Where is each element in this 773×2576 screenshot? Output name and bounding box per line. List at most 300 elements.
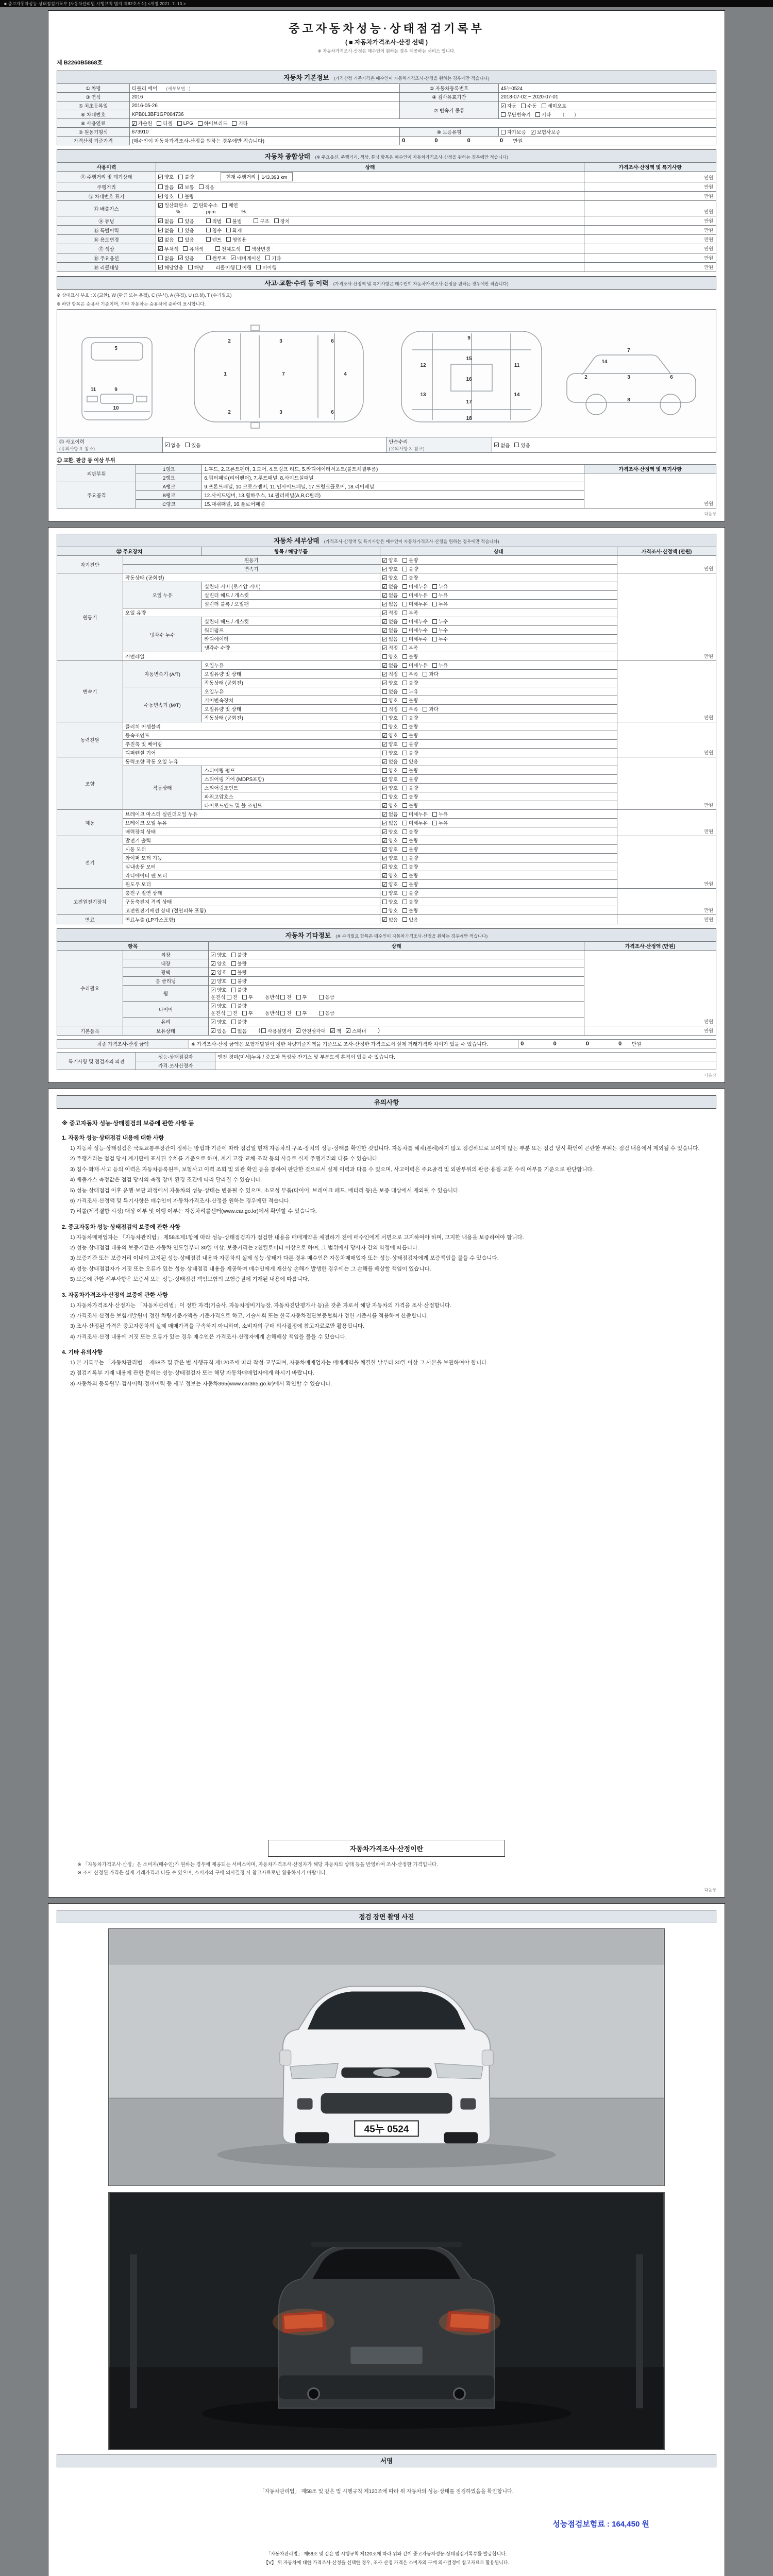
checkbox-누유[interactable]	[432, 591, 448, 599]
checkbox-일산화탄소[interactable]	[158, 201, 188, 209]
unchecked-checkbox-icon[interactable]	[402, 865, 407, 869]
checked-checkbox-icon[interactable]: ✓	[158, 218, 162, 224]
checkbox-있음[interactable]	[402, 916, 418, 923]
unchecked-checkbox-icon[interactable]	[432, 619, 437, 624]
unchecked-checkbox-icon[interactable]	[227, 995, 231, 999]
checkbox-기타[interactable]	[232, 120, 247, 127]
unchecked-checkbox-icon[interactable]	[178, 218, 183, 223]
checkbox-불량[interactable]	[402, 653, 418, 660]
checkbox-미세누유[interactable]	[402, 591, 428, 599]
checkbox-불량[interactable]	[402, 828, 418, 835]
checked-checkbox-icon[interactable]: ✓	[382, 636, 386, 642]
unchecked-checkbox-icon[interactable]	[158, 184, 163, 189]
unchecked-checkbox-icon[interactable]	[402, 558, 407, 563]
checkbox-있음[interactable]	[402, 758, 418, 765]
checked-checkbox-icon[interactable]: ✓	[382, 741, 386, 747]
checkbox-썬루프[interactable]	[206, 255, 227, 262]
checkbox-있음[interactable]	[178, 255, 194, 262]
checkbox-누유[interactable]	[432, 819, 448, 826]
checkbox-불량[interactable]	[402, 723, 418, 730]
checkbox-수동[interactable]	[521, 102, 536, 109]
unchecked-checkbox-icon[interactable]	[280, 995, 285, 999]
checked-checkbox-icon[interactable]: ✓	[382, 557, 386, 563]
checkbox-없음[interactable]	[382, 758, 398, 765]
unchecked-checkbox-icon[interactable]	[296, 995, 301, 999]
checked-checkbox-icon[interactable]: ✓	[158, 228, 162, 233]
unchecked-checkbox-icon[interactable]	[232, 121, 237, 126]
unchecked-checkbox-icon[interactable]	[231, 1020, 236, 1024]
checkbox-해당[interactable]	[188, 264, 204, 271]
checked-checkbox-icon[interactable]: ✓	[158, 174, 162, 180]
checkbox-불량[interactable]	[402, 732, 418, 739]
unchecked-checkbox-icon[interactable]	[231, 988, 236, 992]
unchecked-checkbox-icon[interactable]	[206, 237, 211, 242]
checkbox-색상변경[interactable]	[245, 245, 271, 252]
checked-checkbox-icon[interactable]: ✓	[382, 584, 386, 589]
unchecked-checkbox-icon[interactable]	[157, 121, 161, 126]
checkbox-사용설명서[interactable]	[258, 1027, 292, 1035]
checkbox-불량[interactable]	[402, 854, 418, 861]
checkbox-양호[interactable]	[211, 969, 226, 976]
checkbox-양호[interactable]	[382, 767, 398, 774]
checked-checkbox-icon[interactable]: ✓	[231, 256, 236, 261]
checked-checkbox-icon[interactable]: ✓	[382, 838, 386, 843]
checked-checkbox-icon[interactable]: ✓	[382, 811, 386, 817]
checkbox-화재[interactable]	[226, 227, 242, 234]
checkbox-없음[interactable]	[231, 1027, 247, 1035]
checkbox-불량[interactable]	[178, 193, 194, 200]
unchecked-checkbox-icon[interactable]	[231, 970, 236, 975]
checkbox-양호[interactable]	[382, 775, 398, 783]
checkbox-디젤[interactable]	[157, 120, 172, 127]
checkbox-불량[interactable]	[231, 951, 247, 958]
checkbox-미세누수[interactable]	[402, 635, 428, 642]
checkbox-양호[interactable]	[382, 653, 398, 660]
checked-checkbox-icon[interactable]: ✓	[382, 601, 386, 607]
checkbox-양호[interactable]	[211, 986, 226, 993]
checked-checkbox-icon[interactable]: ✓	[158, 265, 162, 270]
checkbox-전[interactable]	[280, 1009, 291, 1016]
checked-checkbox-icon[interactable]: ✓	[382, 671, 386, 677]
unchecked-checkbox-icon[interactable]	[402, 803, 407, 808]
checkbox-적정[interactable]	[382, 644, 398, 651]
checkbox-양호[interactable]	[382, 845, 398, 853]
checked-checkbox-icon[interactable]: ✓	[211, 987, 215, 993]
checkbox-미이행[interactable]	[256, 264, 277, 271]
checked-checkbox-icon[interactable]: ✓	[382, 846, 386, 852]
unchecked-checkbox-icon[interactable]	[402, 768, 407, 773]
checkbox-있음[interactable]	[211, 1027, 226, 1035]
unchecked-checkbox-icon[interactable]	[382, 698, 387, 703]
checkbox-적법[interactable]	[206, 217, 222, 225]
checked-checkbox-icon[interactable]: ✓	[179, 184, 183, 190]
checkbox-없음[interactable]	[382, 583, 398, 590]
checkbox-미세누유[interactable]	[402, 819, 428, 826]
checked-checkbox-icon[interactable]: ✓	[296, 1028, 300, 1033]
checked-checkbox-icon[interactable]: ✓	[382, 882, 386, 887]
checkbox-양호[interactable]	[382, 697, 398, 704]
checked-checkbox-icon[interactable]: ✓	[132, 121, 136, 126]
checkbox-자가보증[interactable]	[501, 128, 526, 135]
checked-checkbox-icon[interactable]: ✓	[382, 803, 386, 808]
checked-checkbox-icon[interactable]: ✓	[382, 820, 386, 826]
unchecked-checkbox-icon[interactable]	[382, 689, 387, 694]
checkbox-양호[interactable]	[382, 574, 398, 581]
checked-checkbox-icon[interactable]: ✓	[158, 202, 162, 208]
unchecked-checkbox-icon[interactable]	[402, 742, 407, 747]
unchecked-checkbox-icon[interactable]	[206, 228, 211, 232]
unchecked-checkbox-icon[interactable]	[402, 567, 407, 571]
checked-checkbox-icon[interactable]: ✓	[211, 1003, 215, 1009]
checkbox-양호[interactable]	[158, 193, 174, 200]
unchecked-checkbox-icon[interactable]	[382, 794, 387, 799]
unchecked-checkbox-icon[interactable]	[402, 584, 407, 589]
checkbox-없음[interactable]	[494, 442, 510, 449]
unchecked-checkbox-icon[interactable]	[402, 654, 407, 659]
checkbox-없음[interactable]	[382, 591, 398, 599]
unchecked-checkbox-icon[interactable]	[158, 256, 163, 260]
unchecked-checkbox-icon[interactable]	[231, 1004, 236, 1008]
checkbox-미세누수[interactable]	[402, 618, 428, 625]
checkbox-적정[interactable]	[382, 670, 398, 677]
checked-checkbox-icon[interactable]: ✓	[382, 917, 386, 922]
unchecked-checkbox-icon[interactable]	[231, 953, 236, 957]
checkbox-양호[interactable]	[382, 828, 398, 835]
checkbox-불량[interactable]	[402, 740, 418, 748]
checkbox-응급[interactable]	[319, 993, 334, 1001]
unchecked-checkbox-icon[interactable]	[402, 672, 407, 676]
checkbox-미세누유[interactable]	[402, 600, 428, 607]
unchecked-checkbox-icon[interactable]	[227, 1011, 231, 1015]
checked-checkbox-icon[interactable]: ✓	[382, 680, 386, 686]
unchecked-checkbox-icon[interactable]	[432, 628, 437, 633]
checkbox-적음[interactable]	[199, 183, 214, 191]
unchecked-checkbox-icon[interactable]	[185, 443, 190, 447]
unchecked-checkbox-icon[interactable]	[382, 724, 387, 729]
checkbox-누유[interactable]	[432, 810, 448, 818]
unchecked-checkbox-icon[interactable]	[402, 812, 407, 817]
unchecked-checkbox-icon[interactable]	[402, 900, 407, 904]
checkbox-부족[interactable]	[402, 705, 418, 713]
unchecked-checkbox-icon[interactable]	[402, 646, 407, 650]
checked-checkbox-icon[interactable]: ✓	[501, 103, 506, 109]
checkbox-없음[interactable]	[158, 217, 174, 225]
checkbox-양호[interactable]	[382, 723, 398, 730]
checkbox-렌트[interactable]	[206, 236, 222, 243]
unchecked-checkbox-icon[interactable]	[222, 203, 227, 208]
checkbox-불량[interactable]	[402, 793, 418, 800]
unchecked-checkbox-icon[interactable]	[402, 689, 407, 694]
unchecked-checkbox-icon[interactable]	[231, 1028, 236, 1033]
checkbox-후[interactable]	[242, 993, 253, 1001]
checkbox-없음[interactable]	[382, 662, 398, 669]
checkbox-없음[interactable]	[382, 626, 398, 634]
unchecked-checkbox-icon[interactable]	[382, 716, 387, 720]
unchecked-checkbox-icon[interactable]	[178, 237, 183, 242]
unchecked-checkbox-icon[interactable]	[319, 995, 324, 999]
checkbox-불법[interactable]	[226, 217, 242, 225]
checked-checkbox-icon[interactable]: ✓	[382, 759, 386, 765]
unchecked-checkbox-icon[interactable]	[402, 593, 407, 598]
checked-checkbox-icon[interactable]: ✓	[382, 873, 386, 878]
unchecked-checkbox-icon[interactable]	[432, 821, 437, 825]
unchecked-checkbox-icon[interactable]	[402, 698, 407, 703]
checked-checkbox-icon[interactable]: ✓	[382, 785, 386, 791]
unchecked-checkbox-icon[interactable]	[432, 593, 437, 598]
unchecked-checkbox-icon[interactable]	[265, 256, 270, 260]
checkbox-누수[interactable]	[432, 618, 448, 625]
checkbox-불량[interactable]	[231, 986, 247, 993]
checkbox-해당없음[interactable]	[158, 264, 183, 271]
unchecked-checkbox-icon[interactable]	[402, 908, 407, 913]
checkbox-양호[interactable]	[382, 802, 398, 809]
checkbox-양호[interactable]	[382, 793, 398, 800]
checkbox-스패너[interactable]	[346, 1027, 366, 1035]
checkbox-탄화수소[interactable]	[193, 201, 218, 209]
checkbox-전[interactable]	[227, 1009, 238, 1016]
unchecked-checkbox-icon[interactable]	[199, 184, 204, 189]
checkbox-하이브리드[interactable]	[198, 120, 228, 127]
checkbox-불량[interactable]	[402, 889, 418, 896]
checked-checkbox-icon[interactable]: ✓	[211, 978, 215, 984]
checkbox-가솔린[interactable]	[132, 120, 153, 127]
checkbox-불량[interactable]	[402, 556, 418, 564]
checkbox-누유[interactable]	[432, 583, 448, 590]
checkbox-전[interactable]	[280, 993, 291, 1001]
unchecked-checkbox-icon[interactable]	[382, 751, 387, 755]
unchecked-checkbox-icon[interactable]	[521, 104, 526, 108]
unchecked-checkbox-icon[interactable]	[206, 256, 211, 260]
checkbox-유채색[interactable]	[183, 245, 204, 252]
unchecked-checkbox-icon[interactable]	[215, 246, 220, 251]
unchecked-checkbox-icon[interactable]	[256, 265, 261, 269]
checkbox-네비게이션[interactable]	[231, 255, 261, 262]
checkbox-양호[interactable]	[382, 740, 398, 748]
checkbox-장치[interactable]	[274, 217, 290, 225]
unchecked-checkbox-icon[interactable]	[402, 882, 407, 887]
checkbox-양호[interactable]	[382, 679, 398, 686]
checkbox-양호[interactable]	[382, 837, 398, 844]
unchecked-checkbox-icon[interactable]	[226, 237, 231, 242]
unchecked-checkbox-icon[interactable]	[402, 856, 407, 860]
checkbox-없음[interactable]	[382, 688, 398, 695]
checked-checkbox-icon[interactable]: ✓	[165, 443, 169, 448]
checked-checkbox-icon[interactable]: ✓	[158, 237, 162, 242]
checkbox-없음[interactable]	[158, 236, 174, 243]
checked-checkbox-icon[interactable]: ✓	[382, 776, 386, 782]
checkbox-불량[interactable]	[402, 775, 418, 783]
checkbox-매연[interactable]	[222, 201, 238, 209]
unchecked-checkbox-icon[interactable]	[402, 637, 407, 641]
unchecked-checkbox-icon[interactable]	[242, 995, 247, 999]
checkbox-적정[interactable]	[382, 609, 398, 616]
checkbox-불량[interactable]	[402, 845, 418, 853]
checkbox-양호[interactable]	[158, 173, 174, 180]
checkbox-세미오토[interactable]	[542, 102, 567, 109]
checkbox-미세누유[interactable]	[402, 810, 428, 818]
checkbox-양호[interactable]	[382, 565, 398, 572]
checked-checkbox-icon[interactable]: ✓	[211, 1019, 215, 1025]
checkbox-불량[interactable]	[231, 1002, 247, 1009]
checkbox-불량[interactable]	[402, 872, 418, 879]
unchecked-checkbox-icon[interactable]	[178, 228, 183, 232]
unchecked-checkbox-icon[interactable]	[402, 575, 407, 580]
checkbox-양호[interactable]	[382, 714, 398, 721]
checkbox-없음[interactable]	[382, 635, 398, 642]
checkbox-많음[interactable]	[158, 183, 174, 191]
unchecked-checkbox-icon[interactable]	[258, 1028, 266, 1033]
unchecked-checkbox-icon[interactable]	[432, 602, 437, 606]
checkbox-양호[interactable]	[382, 907, 398, 914]
checked-checkbox-icon[interactable]: ✓	[211, 970, 215, 975]
unchecked-checkbox-icon[interactable]	[236, 265, 241, 269]
checked-checkbox-icon[interactable]: ✓	[211, 961, 215, 967]
checkbox-있음[interactable]	[514, 442, 530, 449]
checked-checkbox-icon[interactable]: ✓	[346, 1028, 350, 1033]
checkbox-보험사보증[interactable]	[531, 128, 561, 135]
checkbox-없음[interactable]	[382, 618, 398, 625]
unchecked-checkbox-icon[interactable]	[178, 175, 183, 179]
unchecked-checkbox-icon[interactable]	[514, 443, 519, 447]
unchecked-checkbox-icon[interactable]	[382, 900, 387, 904]
unchecked-checkbox-icon[interactable]	[501, 130, 506, 134]
checkbox-전체도색[interactable]	[215, 245, 241, 252]
checkbox-없음[interactable]	[165, 442, 180, 449]
unchecked-checkbox-icon[interactable]	[402, 733, 407, 738]
checkbox-있음[interactable]	[178, 217, 194, 225]
unchecked-checkbox-icon[interactable]	[432, 637, 437, 641]
unchecked-checkbox-icon[interactable]	[402, 777, 407, 782]
unchecked-checkbox-icon[interactable]	[188, 265, 193, 269]
checkbox-후[interactable]	[242, 1009, 253, 1016]
unchecked-checkbox-icon[interactable]	[542, 104, 546, 108]
checked-checkbox-icon[interactable]: ✓	[193, 202, 197, 208]
checkbox-응급[interactable]	[319, 1009, 334, 1016]
checkbox-불량[interactable]	[178, 173, 194, 180]
unchecked-checkbox-icon[interactable]	[402, 821, 407, 825]
unchecked-checkbox-icon[interactable]	[432, 812, 437, 817]
checkbox-불량[interactable]	[231, 969, 247, 976]
unchecked-checkbox-icon[interactable]	[178, 194, 183, 198]
checkbox-불량[interactable]	[402, 697, 418, 704]
checkbox-양호[interactable]	[211, 1002, 226, 1009]
checkbox-보통[interactable]	[178, 183, 194, 191]
unchecked-checkbox-icon[interactable]	[402, 794, 407, 799]
unchecked-checkbox-icon[interactable]	[432, 584, 437, 589]
checked-checkbox-icon[interactable]: ✓	[382, 855, 386, 861]
checkbox-불량[interactable]	[402, 880, 418, 888]
checkbox-없음[interactable]	[382, 819, 398, 826]
unchecked-checkbox-icon[interactable]	[402, 716, 407, 720]
checkbox-양호[interactable]	[382, 556, 398, 564]
checked-checkbox-icon[interactable]: ✓	[158, 194, 162, 199]
unchecked-checkbox-icon[interactable]	[402, 628, 407, 633]
checkbox-불량[interactable]	[402, 767, 418, 774]
checked-checkbox-icon[interactable]: ✓	[382, 663, 386, 668]
checkbox-양호[interactable]	[211, 951, 226, 958]
checked-checkbox-icon[interactable]: ✓	[382, 610, 386, 616]
checked-checkbox-icon[interactable]: ✓	[211, 1028, 215, 1033]
unchecked-checkbox-icon[interactable]	[319, 1011, 324, 1015]
unchecked-checkbox-icon[interactable]	[382, 908, 387, 913]
checkbox-양호[interactable]	[382, 872, 398, 879]
checkbox-불량[interactable]	[402, 784, 418, 791]
checkbox-LPG[interactable]	[177, 121, 193, 126]
checkbox-없음[interactable]	[382, 810, 398, 818]
checkbox-불량[interactable]	[402, 907, 418, 914]
checkbox-구조[interactable]	[254, 217, 269, 225]
unchecked-checkbox-icon[interactable]	[402, 759, 407, 764]
checkbox-양호[interactable]	[211, 977, 226, 985]
unchecked-checkbox-icon[interactable]	[402, 829, 407, 834]
checkbox-양호[interactable]	[382, 889, 398, 896]
unchecked-checkbox-icon[interactable]	[226, 228, 231, 232]
checkbox-잭[interactable]	[330, 1027, 341, 1035]
unchecked-checkbox-icon[interactable]	[402, 751, 407, 755]
checkbox-과다[interactable]	[423, 670, 438, 677]
unchecked-checkbox-icon[interactable]	[231, 961, 236, 966]
checkbox-있음[interactable]	[178, 236, 194, 243]
unchecked-checkbox-icon[interactable]	[501, 112, 506, 117]
unchecked-checkbox-icon[interactable]	[432, 663, 437, 668]
checkbox-미세누수[interactable]	[402, 626, 428, 634]
unchecked-checkbox-icon[interactable]	[402, 891, 407, 895]
unchecked-checkbox-icon[interactable]	[402, 663, 407, 668]
checked-checkbox-icon[interactable]: ✓	[179, 256, 183, 261]
unchecked-checkbox-icon[interactable]	[382, 654, 387, 659]
unchecked-checkbox-icon[interactable]	[274, 218, 279, 223]
checkbox-불량[interactable]	[231, 1018, 247, 1025]
checkbox-있음[interactable]	[185, 442, 200, 449]
unchecked-checkbox-icon[interactable]	[402, 847, 407, 852]
unchecked-checkbox-icon[interactable]	[198, 121, 203, 126]
checked-checkbox-icon[interactable]: ✓	[531, 129, 535, 135]
checkbox-안전삼각대[interactable]	[296, 1027, 326, 1035]
checked-checkbox-icon[interactable]: ✓	[158, 246, 162, 251]
checked-checkbox-icon[interactable]: ✓	[382, 566, 386, 572]
unchecked-checkbox-icon[interactable]	[382, 768, 387, 773]
checked-checkbox-icon[interactable]: ✓	[330, 1028, 335, 1033]
checked-checkbox-icon[interactable]: ✓	[382, 619, 386, 624]
checkbox-양호[interactable]	[382, 749, 398, 756]
checkbox-기타[interactable]	[265, 255, 281, 262]
checkbox-불량[interactable]	[231, 960, 247, 967]
checkbox-불량[interactable]	[402, 837, 418, 844]
checkbox-누유[interactable]	[432, 600, 448, 607]
checkbox-불량[interactable]	[402, 679, 418, 686]
unchecked-checkbox-icon[interactable]	[226, 218, 231, 223]
checkbox-침수[interactable]	[206, 227, 222, 234]
unchecked-checkbox-icon[interactable]	[402, 917, 407, 922]
checkbox-누유[interactable]	[402, 688, 418, 695]
checkbox-후[interactable]	[296, 993, 307, 1001]
checkbox-양호[interactable]	[382, 863, 398, 870]
unchecked-checkbox-icon[interactable]	[402, 724, 407, 729]
checked-checkbox-icon[interactable]: ✓	[382, 592, 386, 598]
checkbox-부족[interactable]	[402, 670, 418, 677]
checkbox-부족[interactable]	[402, 644, 418, 651]
checkbox-자동[interactable]	[501, 102, 516, 109]
unchecked-checkbox-icon[interactable]	[206, 218, 211, 223]
checkbox-양호[interactable]	[211, 1018, 226, 1025]
unchecked-checkbox-icon[interactable]	[382, 891, 387, 895]
checkbox-없음[interactable]	[158, 255, 174, 262]
unchecked-checkbox-icon[interactable]	[402, 681, 407, 685]
checkbox-누수[interactable]	[432, 626, 448, 634]
checkbox-후[interactable]	[296, 1009, 307, 1016]
unchecked-checkbox-icon[interactable]	[423, 672, 427, 676]
checkbox-과다[interactable]	[423, 705, 438, 713]
